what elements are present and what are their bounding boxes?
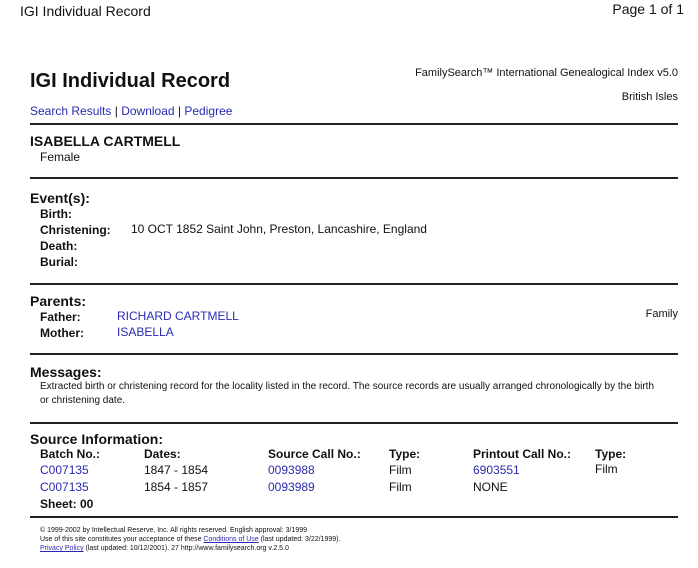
section-divider — [30, 516, 678, 518]
source-call-link[interactable]: 0093989 — [268, 480, 315, 494]
father-name-link[interactable]: RICHARD CARTMELL — [117, 309, 239, 323]
death-label: Death: — [40, 239, 78, 253]
father-label: Father: — [40, 310, 81, 324]
printout-call-value: NONE — [473, 480, 508, 494]
page-title: IGI Individual Record — [30, 70, 231, 92]
section-divider — [30, 422, 678, 424]
privacy-suffix: (last updated: 10/12/2001). 27 http://www.familysearch.org v.2.5.0 — [83, 545, 289, 552]
printout-call-link[interactable]: 6903551 — [473, 463, 520, 477]
footer — [40, 526, 340, 553]
source-call-link[interactable]: 0093988 — [268, 463, 315, 477]
messages-text: Extracted birth or christening record for the locality listed in the record. The source records are usually arranged chronologically by the birth or christening date. — [40, 381, 655, 406]
section-divider — [30, 177, 678, 179]
dates-cell: 1854 - 1857 — [144, 480, 209, 494]
conditions-suffix: (last updated: 3/22/1999). — [258, 536, 341, 543]
col-call-header: Source Call No.: — [268, 447, 361, 461]
conditions-line — [40, 535, 340, 544]
col-type2-header: Type: — [595, 447, 627, 461]
person-gender: Female — [40, 150, 81, 164]
messages-heading: Messages: — [30, 364, 102, 380]
search-results-link[interactable]: Search Results — [30, 104, 112, 118]
col-printout-header: Printout Call No.: — [473, 447, 571, 461]
type-cell: Film — [389, 463, 412, 477]
christening-value: 10 OCT 1852 Saint John, Preston, Lancashire, England — [131, 222, 427, 236]
section-divider — [30, 123, 678, 125]
type2-cell: Film — [595, 462, 618, 476]
col-batch-header: Batch No.: — [40, 447, 100, 461]
parents-heading: Parents: — [30, 293, 87, 309]
familysearch-index-label: FamilySearch™ International Genealogical Index v5.0 — [415, 67, 678, 79]
print-page-number: Page 1 of 1 — [612, 1, 684, 17]
col-dates-header: Dates: — [144, 447, 181, 461]
pedigree-link[interactable]: Pedigree — [184, 104, 233, 118]
privacy-line — [40, 544, 340, 553]
print-header-title: IGI Individual Record — [20, 3, 151, 19]
section-divider — [30, 283, 678, 285]
region-label: British Isles — [621, 91, 678, 103]
nav-separator: | — [114, 104, 118, 118]
copyright-text: © 1999-2002 by Intellectual Reserve, Inc. All rights reserved. English approval: 3/1999 — [40, 527, 308, 534]
burial-label: Burial: — [40, 255, 79, 269]
privacy-policy-link[interactable]: Privacy Policy — [40, 545, 84, 552]
download-link[interactable]: Download — [121, 104, 175, 118]
col-type-header: Type: — [389, 447, 421, 461]
mother-name-link[interactable]: ISABELLA — [117, 325, 174, 339]
birth-label: Birth: — [40, 207, 72, 221]
batch-link[interactable]: C007135 — [40, 480, 89, 494]
events-heading: Event(s): — [30, 190, 90, 206]
type-cell: Film — [389, 480, 412, 494]
family-link[interactable]: Family — [645, 308, 678, 320]
dates-cell: 1847 - 1854 — [144, 463, 209, 477]
nav-separator: | — [177, 104, 182, 118]
source-heading: Source Information: — [30, 431, 164, 447]
conditions-prefix: Use of this site constitutes your acceptance of these — [40, 536, 204, 543]
section-divider — [30, 353, 678, 355]
mother-label: Mother: — [40, 326, 84, 340]
conditions-of-use-link[interactable]: Conditions of Use — [203, 536, 259, 543]
batch-link[interactable]: C007135 — [40, 463, 89, 477]
person-name: ISABELLA CARTMELL — [30, 133, 181, 149]
record-nav — [30, 104, 232, 118]
sheet-label: Sheet: 00 — [40, 497, 94, 511]
christening-label: Christening: — [40, 223, 111, 237]
